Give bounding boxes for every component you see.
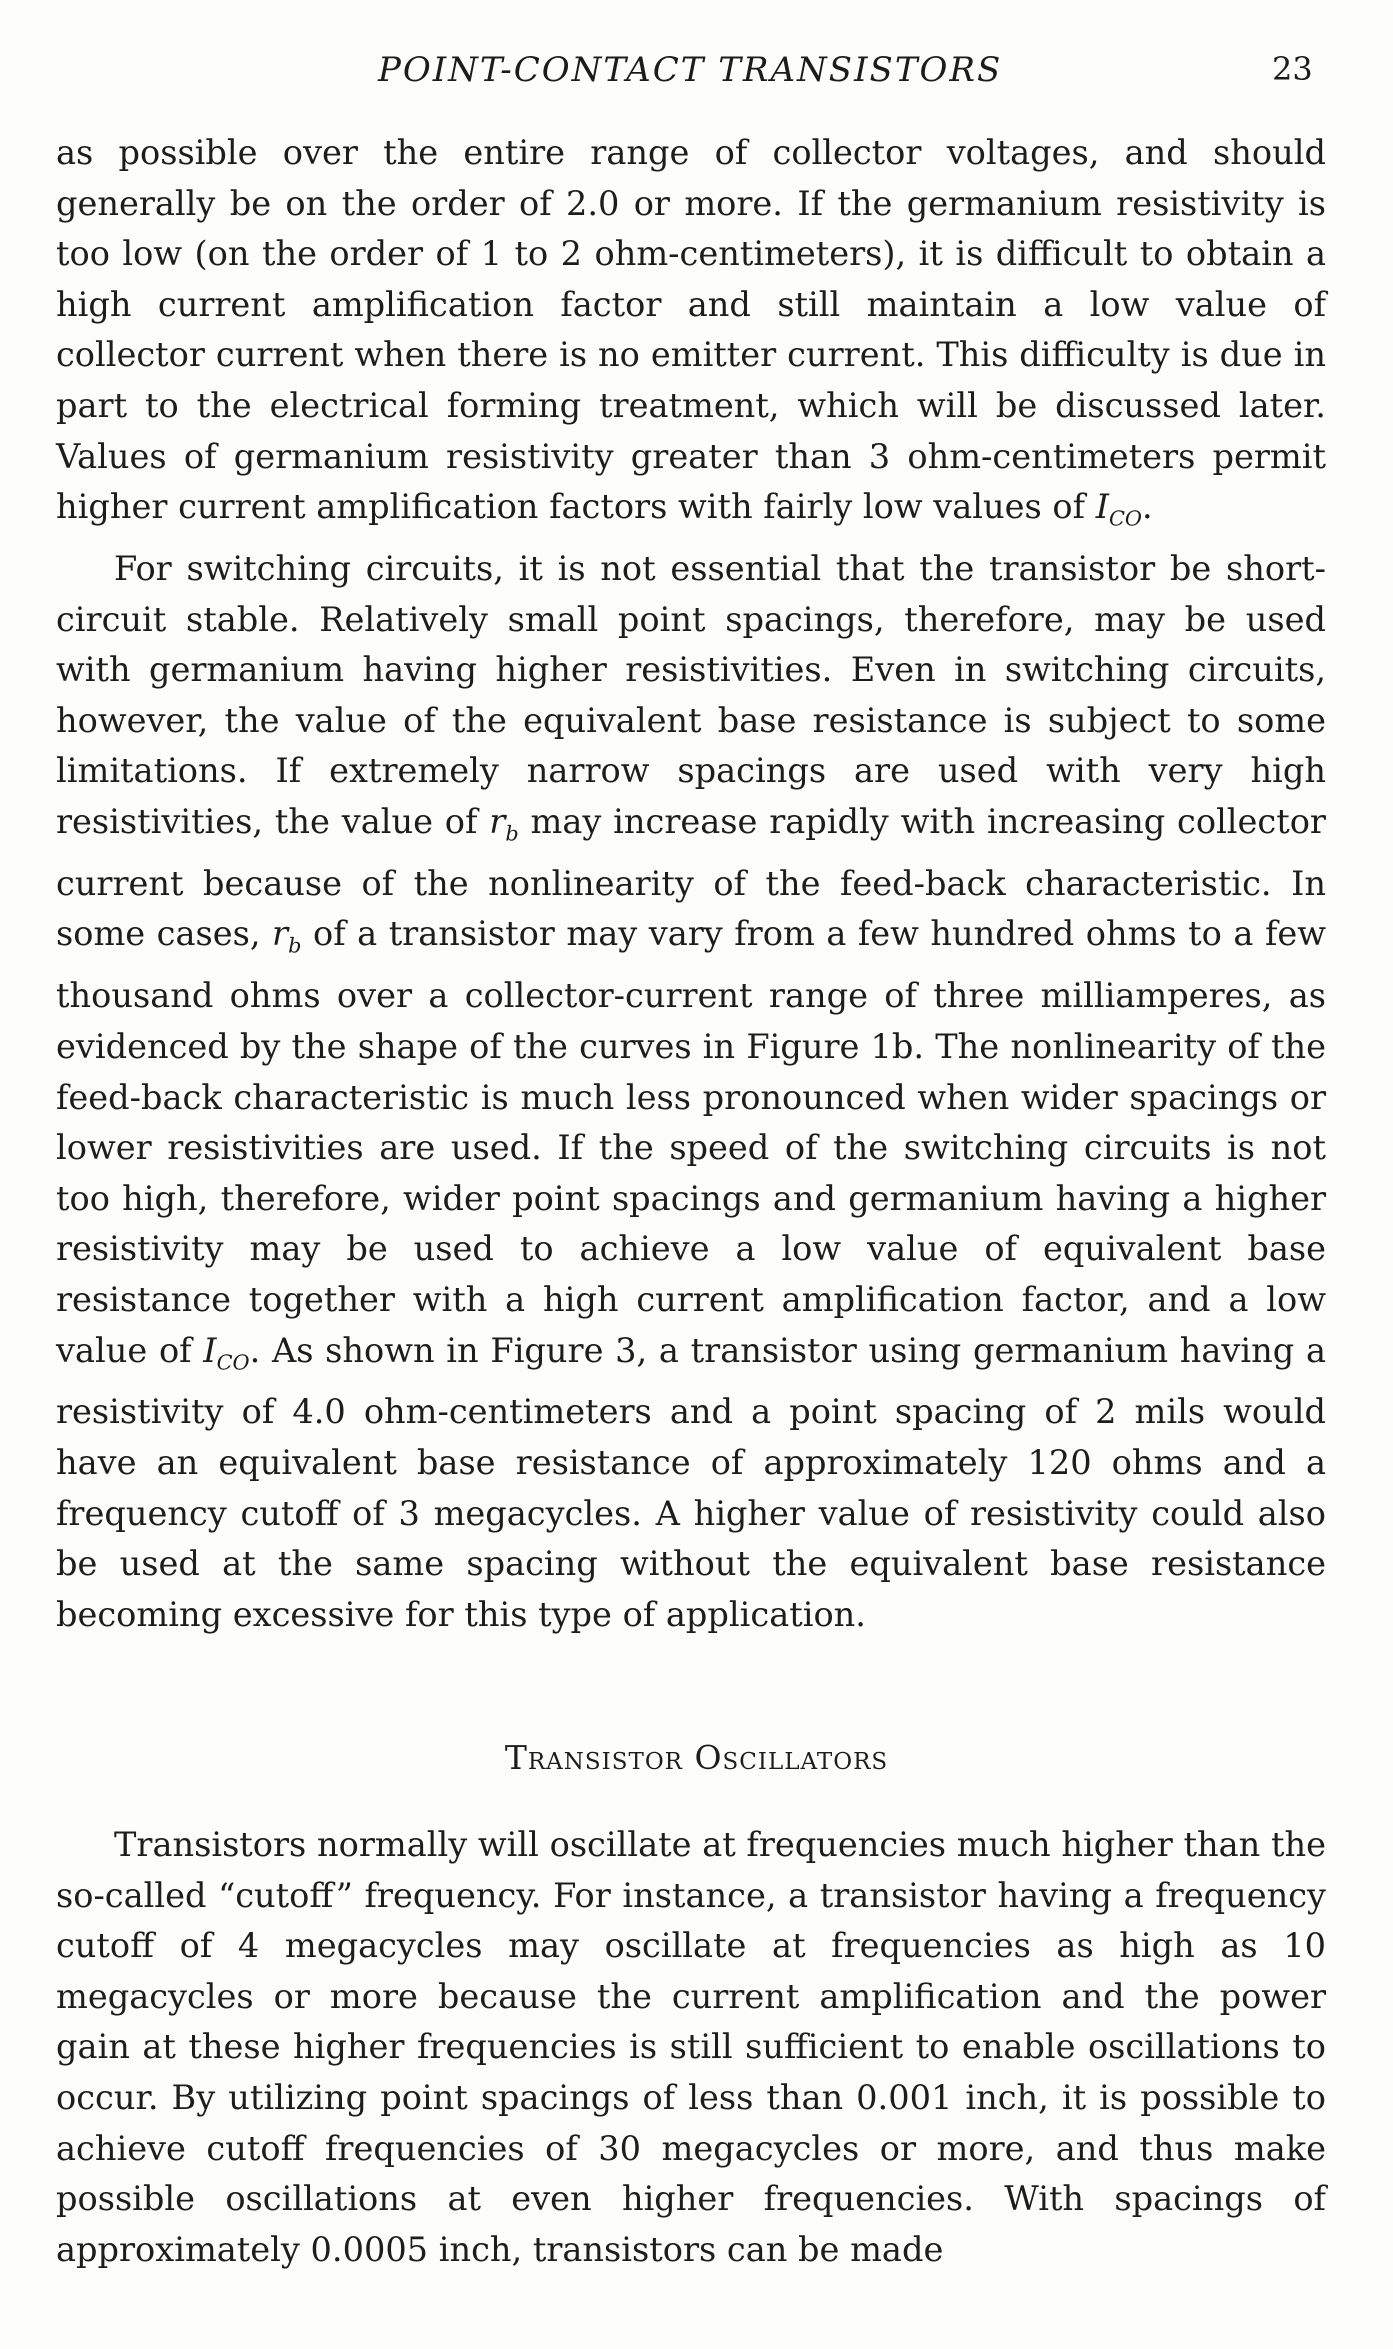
paragraph-1: [56, 128, 1326, 544]
paragraph-2-part-b: may increase rapidly with increasing collector current because of the nonlinearity of the feed-back characteristic. In some cases,: [56, 802, 1326, 954]
paragraph-1-end: .: [1142, 487, 1153, 527]
paragraph-2-part-c: of a transistor may vary from a few hundred ohms to a few thousand ohms over a collector-current range of three milliamperes, as evidenced by the shape of the curves in Figure 1b. The nonlinearity of the feed-back characteristic is much less pronounced when wider spacings or lower resistivities are used. If the speed of the switching circuits is not too high, therefore, wider point spacings and germanium having a higher resistivity may be used to achieve a low value of equivalent base resistance together with a high current amplification factor, and a low value of: [56, 914, 1326, 1370]
section-heading: Transistor Oscillators: [504, 1738, 889, 1777]
body-text-upper: [56, 128, 1326, 1640]
symbol-r: r: [272, 914, 289, 954]
page-number: 23: [1272, 50, 1313, 88]
subscript-b: b: [505, 821, 519, 846]
paragraph-2-part-d: . As shown in Figure 3, a transistor using germanium having a resistivity of 4.0 ohm-centimeters and a point spacing of 2 mils would have an equivalent base resistance of approximately 120 ohms and a frequency cutoff of 3 megacycles. A higher value of resistivity could also be used at the same spacing without the equivalent base resistance becoming excessive for this type of application.: [56, 1330, 1326, 1634]
symbol-I: I: [203, 1330, 217, 1370]
symbol-r: r: [489, 802, 506, 841]
subscript-CO: CO: [216, 1349, 250, 1374]
paragraph-2-part-a: For switching circuits, it is not essential that the transistor be short-circuit stable. Relatively small point spacings, therefore, may be used with germanium having higher resistivities. Even in switching circuits, however, the value of the equivalent base resistance is subject to some limitations. If extremely narrow spacings are used with very high resistivities, the value of: [56, 549, 1326, 841]
running-title: POINT-CONTACT TRANSISTORS: [378, 50, 1003, 90]
subscript-CO: CO: [1108, 506, 1142, 531]
paragraph-1-text: as possible over the entire range of collector voltages, and should generally be on the order of 2.0 or more. If the germanium resistivity is too low (on the order of 1 to 2 ohm-centimeters), it is difficult to obtain a high current amplification factor and still maintain a low value of collector current when there is no emitter current. This difficulty is due in part to the electrical forming treatment, which will be discussed later. Values of germanium resistivity greater than 3 ohm-centimeters permit higher current amplification factors with fairly low values of: [56, 133, 1326, 527]
paragraph-2: [56, 544, 1326, 1640]
body-text-lower: [56, 1820, 1326, 2275]
paragraph-3: Transistors normally will oscillate at frequencies much higher than the so-called “cutoff” frequency. For instance, a transistor having a frequency cutoff of 4 megacycles may oscillate at frequencies as high as 10 megacycles or more because the current amplification and the power gain at these higher frequencies is still sufficient to enable oscillations to occur. By utilizing point spacings of less than 0.001 inch, it is possible to achieve cutoff frequencies of 30 megacycles or more, and thus make possible oscillations at even higher frequencies. With spacings of approximately 0.0005 inch, transistors can be made: [56, 1825, 1326, 2269]
symbol-I: I: [1095, 487, 1109, 527]
subscript-b: b: [288, 933, 302, 958]
